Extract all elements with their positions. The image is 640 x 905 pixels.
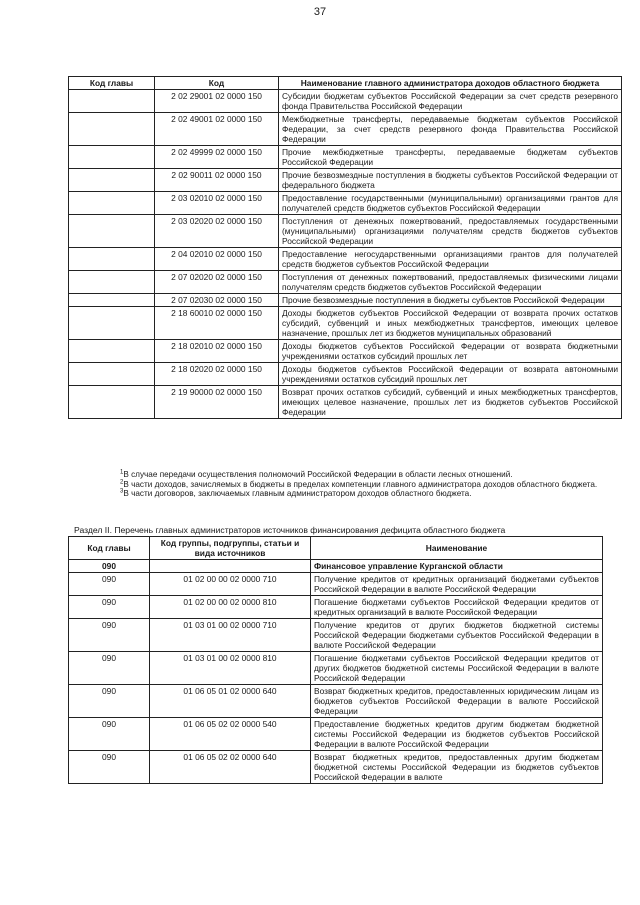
table-row bbox=[69, 363, 622, 386]
chapter-cell bbox=[69, 340, 155, 363]
column-header-code: Код группы, подгруппы, статьи и вида источников bbox=[150, 537, 311, 560]
name-cell: Предоставление государственными (муниципальными) организациями грантов для получателей средств бюджетов субъектов Российской Федерации bbox=[279, 192, 622, 215]
table-row bbox=[69, 248, 622, 271]
revenue-administrators-table bbox=[68, 76, 622, 419]
column-header-code: Код bbox=[155, 77, 279, 90]
name-cell: Финансовое управление Курганской области bbox=[311, 560, 603, 573]
name-cell: Возврат прочих остатков субсидий, субвенций и иных межбюджетных трансфертов, имеющих целевое назначение, прошлых лет из бюджетов субъектов Российской Федерации bbox=[279, 386, 622, 419]
chapter-cell: 090 bbox=[69, 751, 150, 784]
code-cell: 01 06 05 01 02 0000 640 bbox=[150, 685, 311, 718]
code-cell: 2 18 02020 02 0000 150 bbox=[155, 363, 279, 386]
page-number: 37 bbox=[313, 6, 327, 18]
code-cell: 2 19 90000 02 0000 150 bbox=[155, 386, 279, 419]
name-cell: Доходы бюджетов субъектов Российской Федерации от возврата прочих остатков субсидий, субвенций и иных межбюджетных трансфертов, имеющих целевое назначение, прошлых лет из бюджетов муниципальных образований bbox=[279, 307, 622, 340]
table-row bbox=[69, 573, 603, 596]
name-cell: Доходы бюджетов субъектов Российской Федерации от возврата автономными учреждениями остатков субсидий прошлых лет bbox=[279, 363, 622, 386]
code-cell: 2 18 60010 02 0000 150 bbox=[155, 307, 279, 340]
chapter-cell: 090 bbox=[69, 596, 150, 619]
chapter-cell bbox=[69, 248, 155, 271]
name-cell: Межбюджетные трансферты, передаваемые бюджетам субъектов Российской Федерации, за счет средств резервного фонда Правительства Российской Федерации bbox=[279, 113, 622, 146]
name-cell: Прочие безвозмездные поступления в бюджеты субъектов Российской Федерации от федерального бюджета bbox=[279, 169, 622, 192]
chapter-cell bbox=[69, 307, 155, 340]
footnote: $^3$В части договоров, заключаемых главным администратором доходов областного бюджета. bbox=[120, 488, 472, 498]
code-cell: 2 02 49001 02 0000 150 bbox=[155, 113, 279, 146]
table-row bbox=[69, 307, 622, 340]
code-cell: 2 02 90011 02 0000 150 bbox=[155, 169, 279, 192]
table-row bbox=[69, 169, 622, 192]
table-header-row bbox=[69, 77, 622, 90]
table-row bbox=[69, 90, 622, 113]
code-cell: 2 02 29001 02 0000 150 bbox=[155, 90, 279, 113]
name-cell: Поступления от денежных пожертвований, предоставляемых государственными (муниципальными) организациями получателям средств бюджетов субъектов Российской Федерации bbox=[279, 215, 622, 248]
name-cell: Прочие межбюджетные трансферты, передаваемые бюджетам субъектов Российской Федерации bbox=[279, 146, 622, 169]
code-cell: 2 07 02030 02 0000 150 bbox=[155, 294, 279, 307]
name-cell: Погашение бюджетами субъектов Российской Федерации кредитов от других бюджетов бюджетной системы Российской Федерации в валюте Российской Федерации bbox=[311, 652, 603, 685]
chapter-cell bbox=[69, 146, 155, 169]
chapter-cell bbox=[69, 363, 155, 386]
table-row bbox=[69, 751, 603, 784]
code-cell: 2 03 02020 02 0000 150 bbox=[155, 215, 279, 248]
chapter-cell bbox=[69, 271, 155, 294]
code-cell: 01 03 01 00 02 0000 710 bbox=[150, 619, 311, 652]
table-row bbox=[69, 192, 622, 215]
name-cell: Предоставление негосударственными организациями грантов для получателей средств бюджетов субъектов Российской Федерации bbox=[279, 248, 622, 271]
name-cell: Поступления от денежных пожертвований, предоставляемых физическими лицами получателям средств бюджетов субъектов Российской Федерации bbox=[279, 271, 622, 294]
code-cell: 2 18 02010 02 0000 150 bbox=[155, 340, 279, 363]
table-row bbox=[69, 340, 622, 363]
table-row bbox=[69, 146, 622, 169]
chapter-cell bbox=[69, 113, 155, 146]
table-row bbox=[69, 271, 622, 294]
chapter-cell: 090 bbox=[69, 685, 150, 718]
table-row bbox=[69, 113, 622, 146]
name-cell: Предоставление бюджетных кредитов другим бюджетам бюджетной системы Российской Федерации из бюджетов субъектов Российской Федерации в валюте Российской Федерации bbox=[311, 718, 603, 751]
table-row bbox=[69, 294, 622, 307]
name-cell: Субсидии бюджетам субъектов Российской Федерации за счет средств резервного фонда Правительства Российской Федерации bbox=[279, 90, 622, 113]
table-row bbox=[69, 685, 603, 718]
table-row bbox=[69, 619, 603, 652]
group-row bbox=[69, 560, 603, 573]
table-row bbox=[69, 386, 622, 419]
table-row bbox=[69, 652, 603, 685]
footnote: $^1$В случае передачи осуществления полномочий Российской Федерации в области лесных отношений. bbox=[120, 469, 513, 479]
chapter-cell: 090 bbox=[69, 619, 150, 652]
column-header-chapter: Код главы bbox=[69, 77, 155, 90]
code-cell: 01 06 05 02 02 0000 540 bbox=[150, 718, 311, 751]
deficit-sources-table bbox=[68, 536, 603, 784]
table-row bbox=[69, 718, 603, 751]
name-cell: Получение кредитов от других бюджетов бюджетной системы Российской Федерации бюджетами субъектов Российской Федерации в валюте Российской Федерации bbox=[311, 619, 603, 652]
column-header-chapter: Код главы bbox=[69, 537, 150, 560]
table-header-row bbox=[69, 537, 603, 560]
footnote: $^2$В части доходов, зачисляемых в бюджеты в пределах компетенции главного администратора доходов областного бюджета. bbox=[120, 478, 598, 489]
name-cell: Возврат бюджетных кредитов, предоставленных другим бюджетам бюджетной системы Российской Федерации из бюджетов субъектов Российской Федерации в валюте bbox=[311, 751, 603, 784]
chapter-cell: 090 bbox=[69, 573, 150, 596]
code-cell: 2 07 02020 02 0000 150 bbox=[155, 271, 279, 294]
code-cell: 01 02 00 00 02 0000 710 bbox=[150, 573, 311, 596]
code-cell bbox=[150, 560, 311, 573]
code-cell: 2 02 49999 02 0000 150 bbox=[155, 146, 279, 169]
chapter-cell bbox=[69, 169, 155, 192]
chapter-cell bbox=[69, 192, 155, 215]
name-cell: Возврат бюджетных кредитов, предоставленных юридическим лицам из бюджетов субъектов Российской Федерации в валюте Российской Федерации bbox=[311, 685, 603, 718]
chapter-cell: 090 bbox=[69, 718, 150, 751]
column-header-name: Наименование главного администратора доходов областного бюджета bbox=[279, 77, 622, 90]
name-cell: Прочие безвозмездные поступления в бюджеты субъектов Российской Федерации bbox=[279, 294, 622, 307]
chapter-cell bbox=[69, 90, 155, 113]
code-cell: 01 02 00 00 02 0000 810 bbox=[150, 596, 311, 619]
chapter-cell: 090 bbox=[69, 652, 150, 685]
code-cell: 01 06 05 02 02 0000 640 bbox=[150, 751, 311, 784]
name-cell: Погашение бюджетами субъектов Российской Федерации кредитов от кредитных организаций в валюте Российской Федерации bbox=[311, 596, 603, 619]
table-row bbox=[69, 215, 622, 248]
code-cell: 01 03 01 00 02 0000 810 bbox=[150, 652, 311, 685]
code-cell: 2 04 02010 02 0000 150 bbox=[155, 248, 279, 271]
chapter-cell: 090 bbox=[69, 560, 150, 573]
footnotes bbox=[120, 470, 600, 499]
table-row bbox=[69, 596, 603, 619]
name-cell: Получение кредитов от кредитных организаций бюджетами субъектов Российской Федерации в валюте Российской Федерации bbox=[311, 573, 603, 596]
chapter-cell bbox=[69, 386, 155, 419]
code-cell: 2 03 02010 02 0000 150 bbox=[155, 192, 279, 215]
chapter-cell bbox=[69, 294, 155, 307]
chapter-cell bbox=[69, 215, 155, 248]
column-header-name: Наименование bbox=[311, 537, 603, 560]
name-cell: Доходы бюджетов субъектов Российской Федерации от возврата бюджетными учреждениями остатков субсидий прошлых лет bbox=[279, 340, 622, 363]
section-title: Раздел II. Перечень главных администраторов источников финансирования дефицита областного бюджета bbox=[74, 525, 506, 535]
